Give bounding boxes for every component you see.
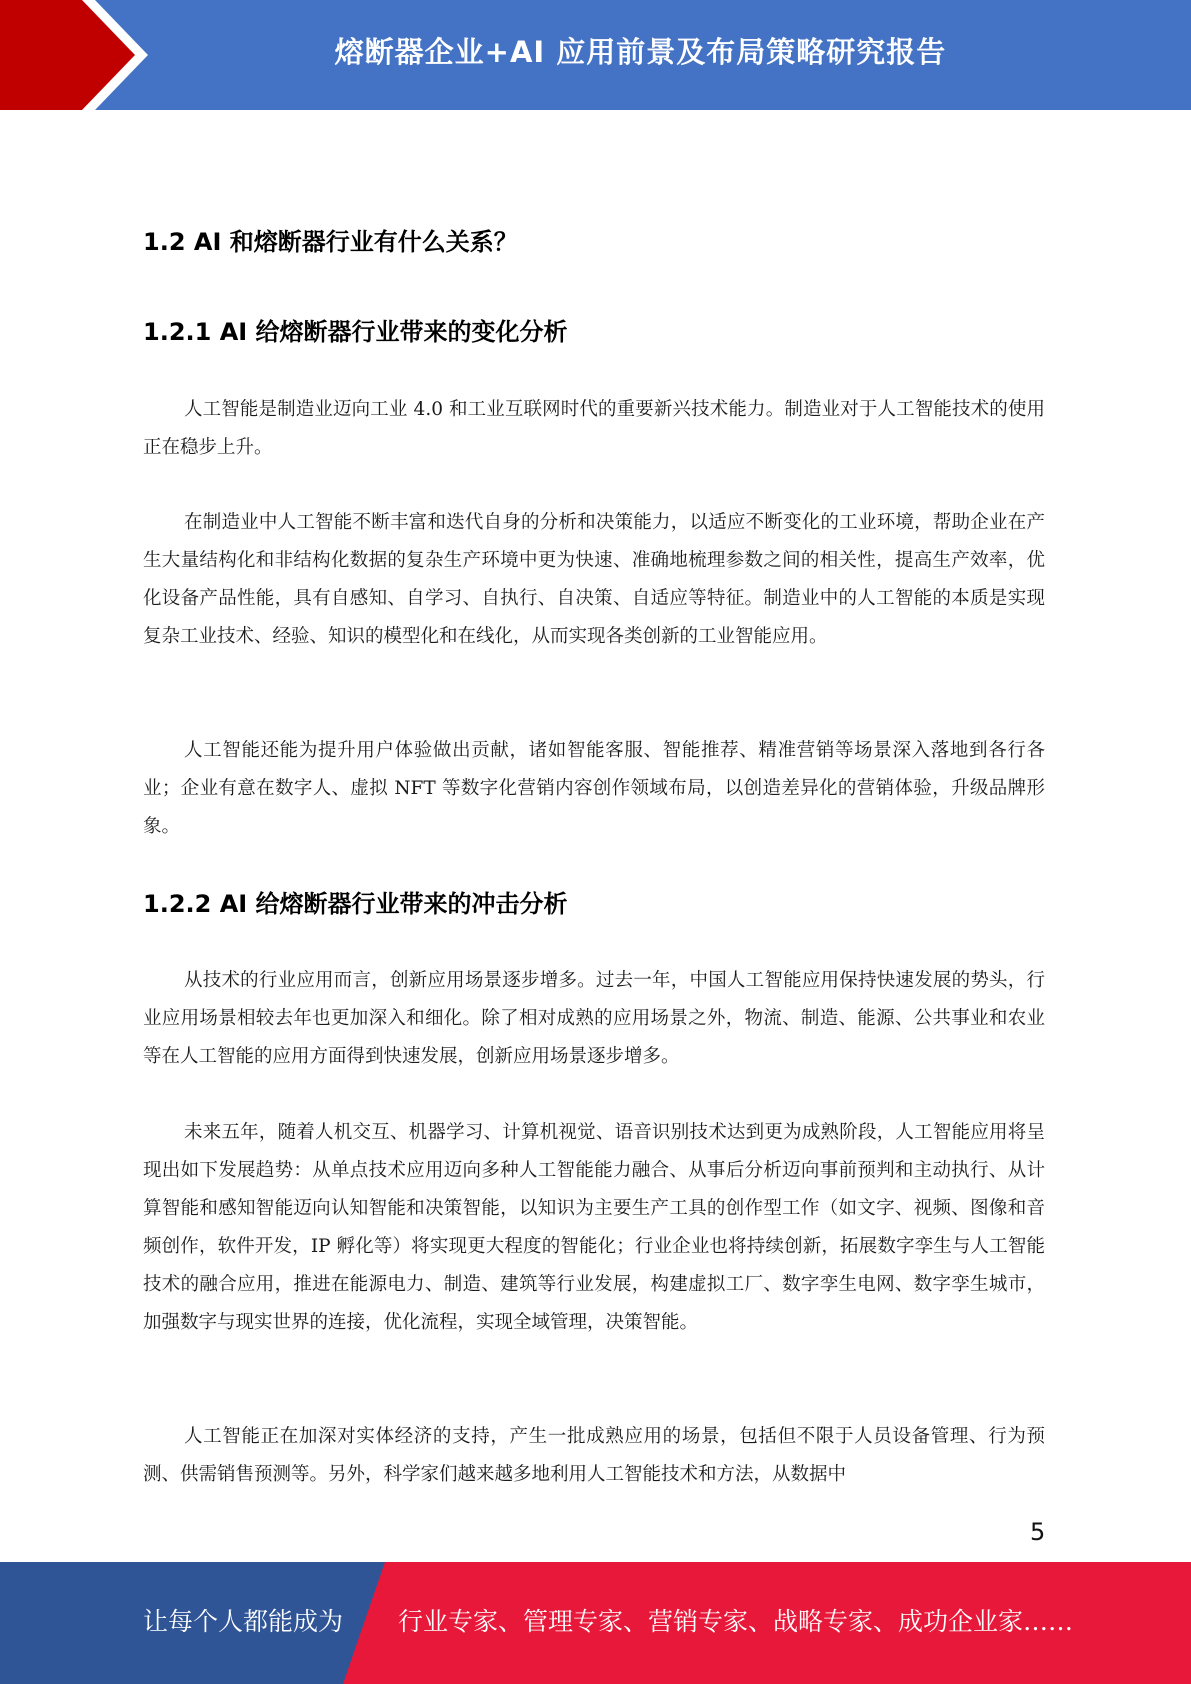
report-title: 熔断器企业+AI 应用前景及布局策略研究报告 [334,34,947,69]
paragraph: 在制造业中人工智能不断丰富和迭代自身的分析和决策能力，以适应不断变化的工业环境，帮助企业在产生大量结构化和非结构化数据的复杂生产环境中更为快速、准确地梳理参数之间的相关性，提高生产效率，优化设备产品性能，具有自感知、自学习、自执行、自决策、自适应等特征。制造业中的人工智能的本质是实现复杂工业技术、经验、知识的模型化和在线化，从而实现各类创新的工业智能应用。 [143,512,1045,647]
page-header [0,0,1191,110]
page-number: 5 [1030,1518,1046,1546]
paragraph: 人工智能还能为提升用户体验做出贡献，诸如智能客服、智能推荐、精准营销等场景深入落地到各行各业；企业有意在数字人、虚拟 NFT 等数字化营销内容创作领域布局，以创造差异化的营销体验，升级品牌形象。 [143,740,1045,837]
page-footer [0,1562,1191,1684]
section-heading-1-2: 1.2 AI 和熔断器行业有什么关系？ [143,228,518,256]
paragraph: 人工智能是制造业迈向工业 4.0 和工业互联网时代的重要新兴技术能力。制造业对于人工智能技术的使用正在稳步上升。 [143,399,1045,458]
paragraph: 从技术的行业应用而言，创新应用场景逐步增多。过去一年，中国人工智能应用保持快速发展的势头，行业应用场景相较去年也更加深入和细化。除了相对成熟的应用场景之外，物流、制造、能源、公共事业和农业等在人工智能的应用方面得到快速发展，创新应用场景逐步增多。 [143,970,1045,1067]
paragraph: 人工智能正在加深对实体经济的支持，产生一批成熟应用的场景，包括但不限于人员设备管理、行为预测、供需销售预测等。另外，科学家们越来越多地利用人工智能技术和方法，从数据中 [143,1426,1045,1485]
paragraph: 未来五年，随着人机交互、机器学习、计算机视觉、语音识别技术达到更为成熟阶段，人工智能应用将呈现出如下发展趋势：从单点技术应用迈向多种人工智能能力融合、从事后分析迈向事前预判和主动执行、从计算智能和感知智能迈向认知智能和决策智能，以知识为主要生产工具的创作型工作（如文字、视频、图像和音频创作，软件开发，IP 孵化等）将实现更大程度的智能化；行业企业也将持续创新，拓展数字孪生与人工智能技术的融合应用，推进在能源电力、制造、建筑等行业发展，构建虚拟工厂、数字孪生电网、数字孪生城市，加强数字与现实世界的连接，优化流程，实现全域管理，决策智能。 [143,1122,1045,1333]
section-heading-1-2-1: 1.2.1 AI 给熔断器行业带来的变化分析 [143,318,568,346]
section-heading-1-2-2: 1.2.2 AI 给熔断器行业带来的冲击分析 [143,890,568,918]
footer-slogan-right: 行业专家、管理专家、营销专家、战略专家、成功企业家…… [398,1607,1074,1636]
footer-slogan-left: 让每个人都能成为 [143,1607,344,1636]
